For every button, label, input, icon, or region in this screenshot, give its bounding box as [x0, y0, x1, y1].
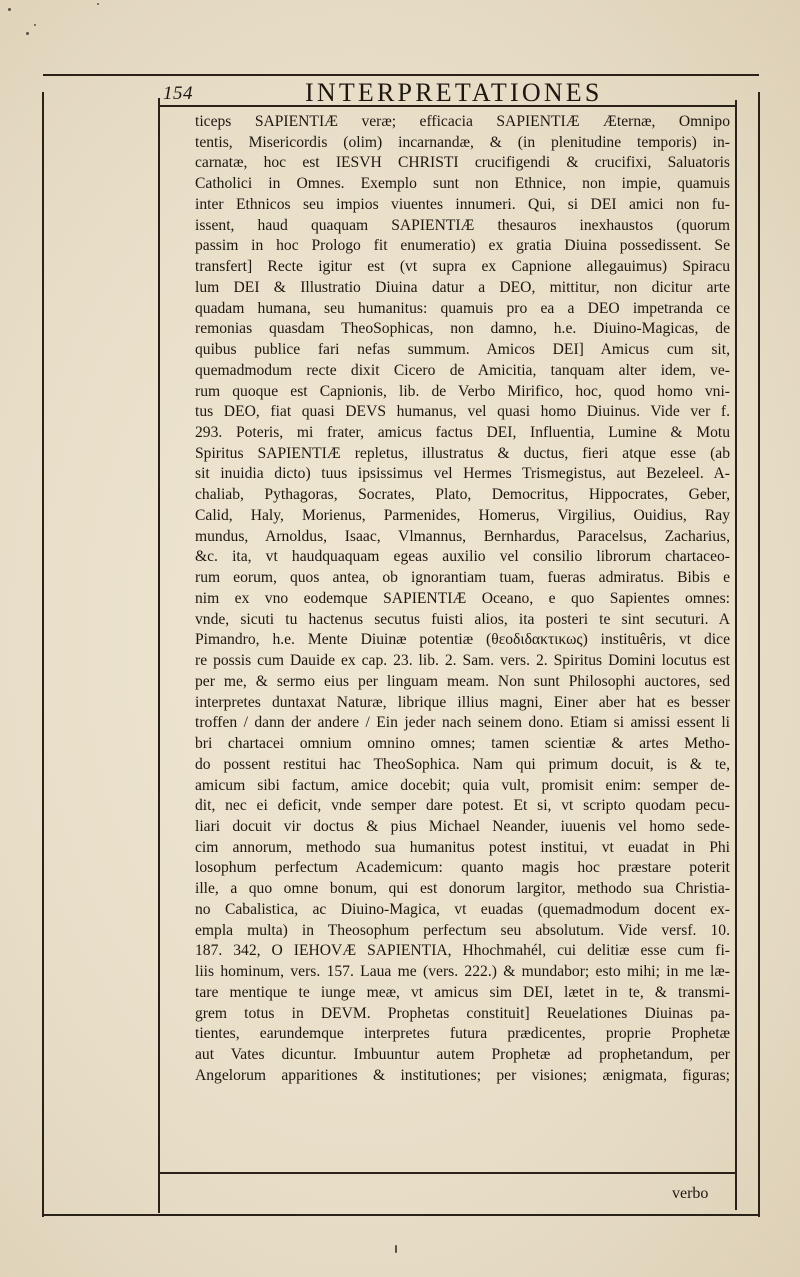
text-line: quadam humana, seu humanitus: quamuis pro ea a DEO impetranda ce	[195, 299, 730, 317]
margin-speck	[395, 1245, 397, 1253]
text-line: Pimandro, h.e. Mente Diuinæ potentiæ (θεοδιδακτικως) instituêris, vt dice	[195, 631, 730, 649]
text-line: liari docuit vir doctus & pius Michael Neander, iuuenis vel homo sede-	[195, 817, 730, 835]
text-line: remonias quasdam TheoSophicas, non damno, h.e. Diuino-Magicas, de	[195, 320, 730, 338]
text-line: quibus publice fari nefas summum. Amicos DEI] Amicus cum sit,	[195, 341, 730, 359]
text-line: do possent restitui hac TheoSophica. Nam qui primum docuit, is & te,	[195, 755, 730, 773]
text-line: lum DEI & Illustratio Diuina datur a DEO, mittitur, non dicitur arte	[195, 278, 730, 296]
margin-speck	[26, 32, 29, 35]
text-line: Catholici in Omnes. Exemplo sunt non Ethnice, non impie, quamuis	[195, 175, 730, 193]
text-line: Calid, Haly, Morienus, Parmenides, Homerus, Virgilius, Ouidius, Ray	[195, 506, 730, 524]
text-line: empla multa) in Theosophum perfectum seu absolutum. Vide versf. 10.	[195, 921, 730, 939]
text-line: ticeps SAPIENTIÆ veræ; efficacia SAPIENTIÆ Æternæ, Omnipo	[195, 113, 730, 130]
text-line: losophum perfectum Academicum: quanto magis hoc præstare poterit	[195, 859, 730, 877]
text-line: &c. ita, vt haudquaquam egeas auxilio vel consilio librorum chartaceo-	[195, 548, 730, 566]
text-line: vnde, sicuti tu hactenus secutus fuisti alios, ita posteri te sint secuturi. A	[195, 610, 730, 628]
text-line: rum eorum, quos antea, ob ignorantiam tuam, fueras admiratus. Bibis e	[195, 569, 730, 587]
text-line: tientes, earundemque interpretes futura prædicentes, proprie Prophetæ	[195, 1025, 730, 1043]
text-line: ille, a quo omne bonum, qui est donorum largitor, methodo sua Christia-	[195, 880, 730, 898]
text-line: quemadmodum recte dixit Cicero de Amicitia, tanquam alter idem, ve-	[195, 361, 730, 379]
text-line: per me, & sermo eius per linguam meam. Non sunt Philosophi auctores, sed	[195, 672, 730, 690]
text-line: no Cabalistica, ac Diuino-Magica, vt euadas (quemadmodum docent ex-	[195, 900, 730, 918]
text-line: amicum sibi factum, amice docebit; quia vult, promisit enim: semper de-	[195, 776, 730, 794]
text-line: tus DEO, fiat quasi DEVS humanus, vel quasi homo Diuinus. Vide ver f.	[195, 403, 730, 421]
text-line: transfert] Recte igitur est (vt supra ex Capnione allegauimus) Spiracu	[195, 258, 730, 276]
right-outer-rule	[758, 92, 760, 1217]
text-line: aut Vates dicuntur. Imbuuntur autem Prophetæ ad prophetandum, per	[195, 1046, 730, 1064]
footer-rule	[159, 1172, 736, 1174]
left-inner-rule	[158, 98, 160, 1213]
text-line: tare mentique te iunge meæ, vt amicus sim DEI, lætet in te, & transmi-	[195, 983, 730, 1001]
left-outer-rule	[42, 92, 44, 1217]
text-line: issent, haud quaquam SAPIENTIÆ thesauros inexhaustos (quorum	[195, 216, 730, 234]
header-top-rule	[43, 74, 759, 76]
text-line: passim in hoc Prologo fit enumeratio) ex gratia Diuina possedissent. Se	[195, 237, 730, 255]
text-line: inter Ethnicos seu impios viuentes innumeri. Qui, si DEI amici non fu-	[195, 195, 730, 213]
text-line: interpretes duntaxat Naturæ, librique illius magni, Einer aber hat es besser	[195, 693, 730, 711]
text-line: re possis cum Dauide ex cap. 23. lib. 2. Sam. vers. 2. Spiritus Domini locutus est	[195, 652, 730, 670]
text-line: tentis, Misericordis (olim) incarnandæ, & (in plenitudine temporis) in-	[195, 133, 730, 151]
text-line: cim annorum, methodo sua humanitus potest institui, vt euadat in Phi	[195, 838, 730, 856]
text-line: 293. Poteris, mi frater, amicus factus DEI, Influentia, Lumine & Motu	[195, 424, 730, 442]
margin-speck	[8, 8, 11, 11]
text-line: mundus, Arnoldus, Isaac, Vlmannus, Bernhardus, Paracelsus, Zacharius,	[195, 527, 730, 545]
text-line: 187. 342, O IEHOVÆ SAPIENTIA, Hhochmahél, cui delitiæ esse cum fi-	[195, 942, 730, 960]
page-number: 154	[163, 83, 193, 104]
right-inner-rule	[735, 100, 737, 1210]
text-line: sit inuidia dicto) tuus ipsissimus vel Hermes Trismegistus, aut Bezeleel. A-	[195, 465, 730, 483]
margin-speck	[97, 3, 99, 5]
text-line: Spiritus SAPIENTIÆ repletus, illustratus & ductus, fieri atque esse (ab	[195, 444, 730, 462]
text-line: rum quoque est Capnionis, lib. de Verbo Mirifico, hoc, quod homo vni-	[195, 382, 730, 400]
text-line: nim ex vno eodemque SAPIENTIÆ Oceano, e quo Sapientes omnes:	[195, 589, 730, 607]
text-line: chaliab, Pythagoras, Socrates, Plato, Democritus, Hippocrates, Geber,	[195, 486, 730, 504]
catchword: verbo	[672, 1185, 709, 1202]
text-line: troffen / dann der andere / Ein jeder nach seinem dono. Etiam si amissi essent li	[195, 714, 730, 732]
main-text	[195, 112, 730, 1087]
text-line: Angelorum apparitiones & institutiones; per visiones; ænigmata, figuras;	[195, 1066, 730, 1084]
text-line: liis hominum, vers. 157. Laua me (vers. 222.) & mundabor; esto mihi; in me læ-	[195, 963, 730, 981]
bottom-rule	[43, 1214, 759, 1216]
text-line: grem totus in DEVM. Prophetas constituit] Reuelationes Diuinas pa-	[195, 1004, 730, 1022]
text-line: carnatæ, hoc est IESVH CHRISTI crucifigendi & crucifixi, Saluatoris	[195, 154, 730, 172]
text-line: bri chartacei omnium omnino omnes; tamen scientiæ & artes Metho-	[195, 735, 730, 753]
text-line: dit, nec ei deficit, vnde semper dare potest. Et si, vt scripto quodam pecu-	[195, 797, 730, 815]
margin-speck	[34, 24, 36, 26]
running-title: INTERPRETATIONES	[305, 78, 603, 107]
